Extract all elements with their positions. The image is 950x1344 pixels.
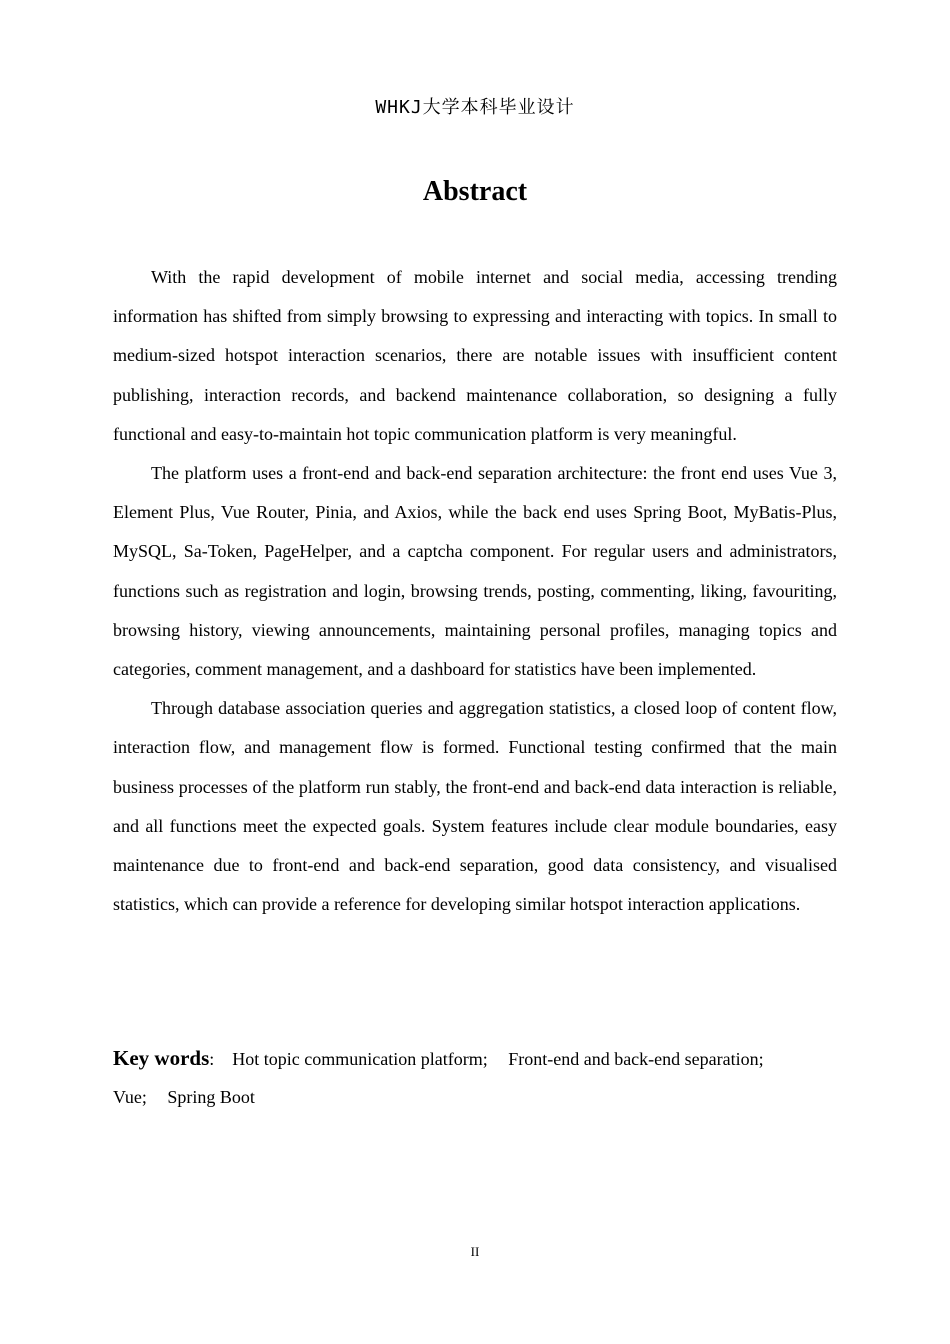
keyword-item-1: Hot topic communication platform; [232, 1049, 488, 1069]
keywords-separator: : [209, 1049, 215, 1069]
abstract-title: Abstract [422, 176, 528, 207]
abstract-body [113, 258, 837, 924]
running-header: WHKJ大学本科毕业设计 [375, 97, 575, 118]
abstract-paragraph-1: With the rapid development of mobile internet and social media, accessing trending information has shifted from simply browsing to expressing and interacting with topics. In small to medium-sized hotspot interaction scenarios, there are notable issues with insufficient content publishing, interaction records, and backend maintenance collaboration, so designing a fully functional and easy-to-maintain hot topic communication platform is very meaningful. [113, 267, 837, 444]
keyword-item-3: Vue; [113, 1087, 147, 1107]
keywords-label: Key words [113, 1046, 210, 1070]
keyword-item-4: Spring Boot [167, 1087, 255, 1107]
keywords-section [113, 1039, 837, 1116]
page-number: II [470, 1244, 480, 1259]
abstract-paragraph-2: The platform uses a front-end and back-end separation architecture: the front end uses Vue 3, Element Plus, Vue Router, Pinia, and Axios, while the back end uses Spring Boot, MyBatis-Plus, MySQL, Sa-Token, PageHelper, and a captcha component. For regular users and administrators, functions such as registration and login, browsing trends, posting, commenting, liking, favouriting, browsing history, viewing announcements, maintaining personal profiles, managing topics and categories, comment management, and a dashboard for statistics have been implemented. [113, 463, 837, 680]
keyword-item-2: Front-end and back-end separation; [508, 1049, 764, 1069]
abstract-paragraph-3: Through database association queries and aggregation statistics, a closed loop of content flow, interaction flow, and management flow is formed. Functional testing confirmed that the main business processes of the platform run stably, the front-end and back-end data interaction is reliable, and all functions meet the expected goals. System features include clear module boundaries, easy maintenance due to front-end and back-end separation, good data consistency, and visualised statistics, which can provide a reference for developing similar hotspot interaction applications. [113, 698, 837, 915]
